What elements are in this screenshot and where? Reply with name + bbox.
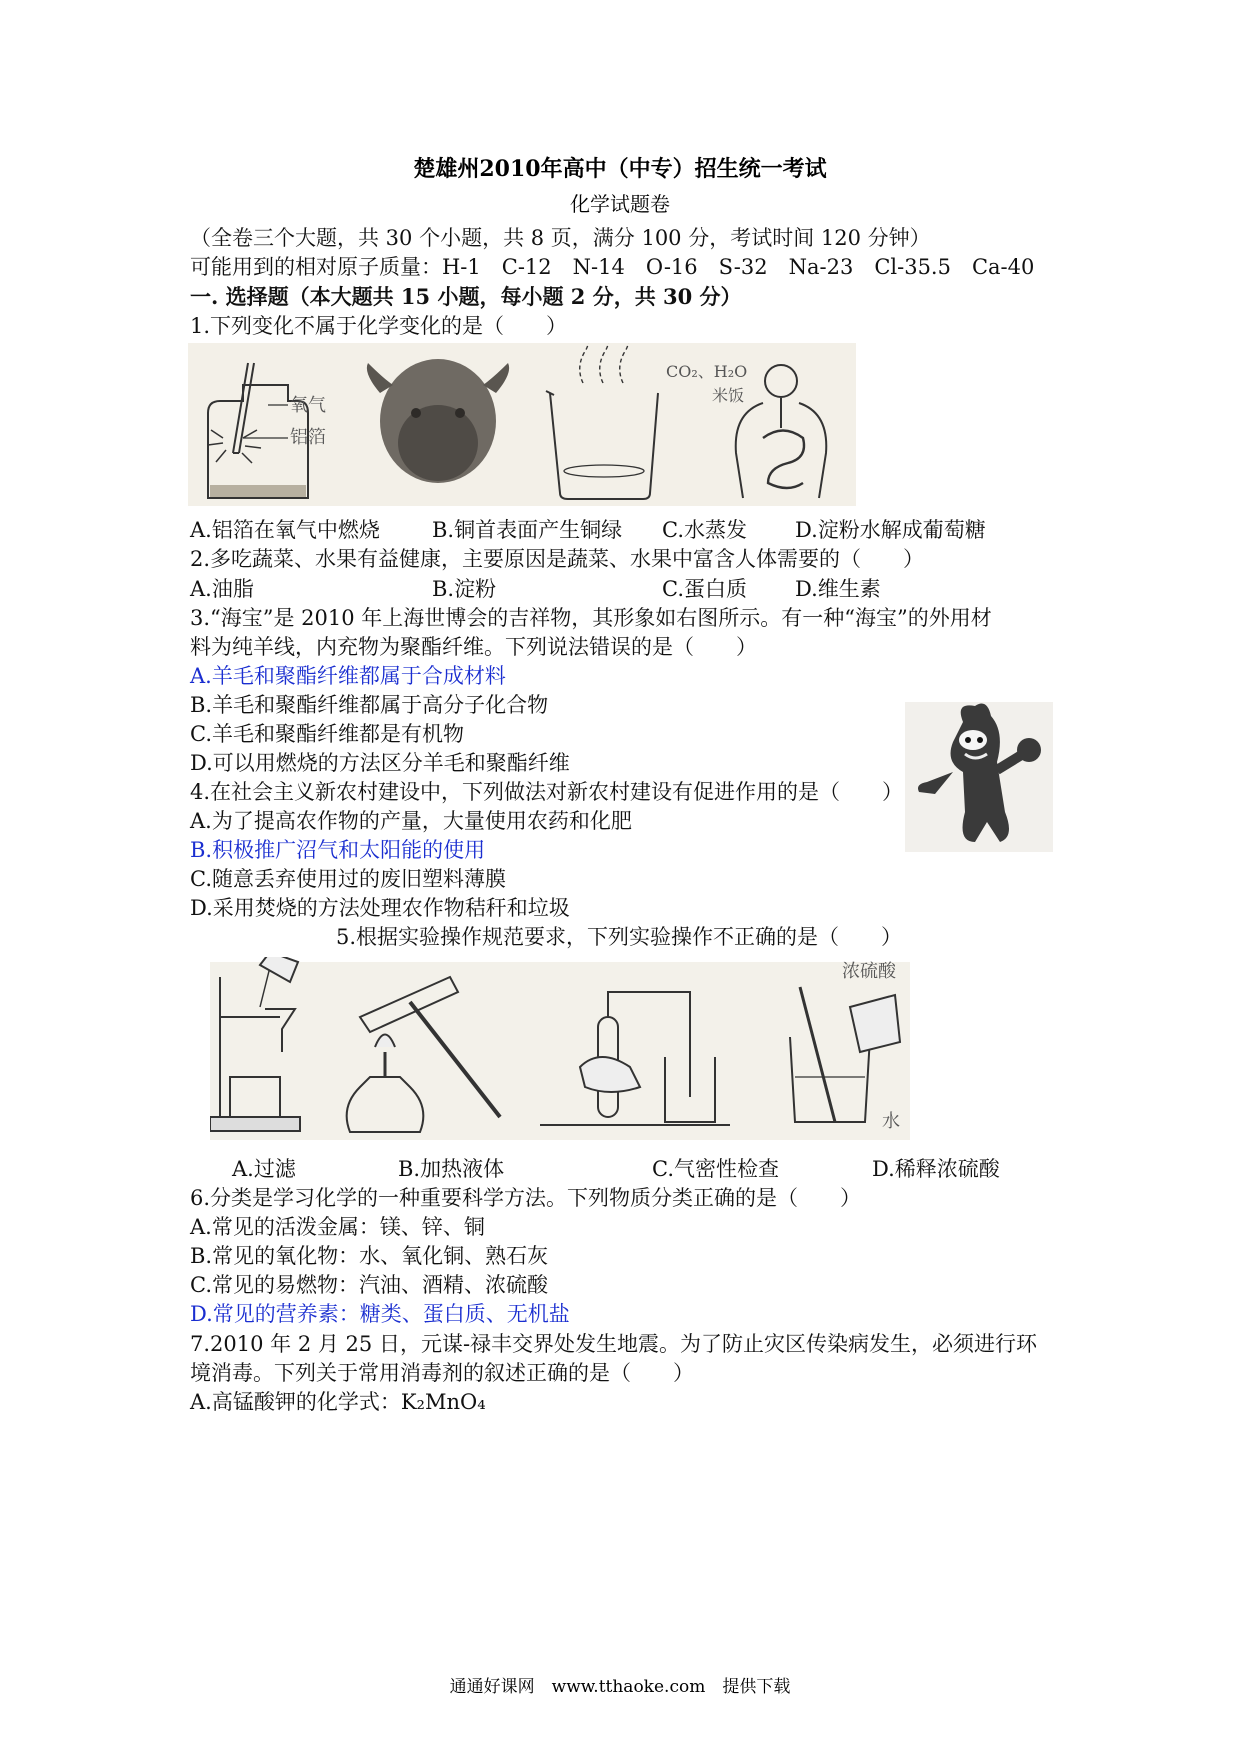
question-1-option-d: D.淀粉水解成葡萄糖: [795, 518, 986, 542]
section-heading: 一. 选择题（本大题共 15 小题，每小题 2 分，共 30 分）: [190, 284, 742, 309]
question-5-option-d: D.稀释浓硫酸: [872, 1157, 1000, 1181]
question-6-option-b: B.常见的氧化物：水、氧化铜、熟石灰: [190, 1244, 549, 1268]
question-5-option-b: B.加热液体: [398, 1157, 505, 1181]
question-2-option-d: D.维生素: [795, 577, 881, 601]
atomic-masses: 可能用到的相对原子质量：H-1 C-12 N-14 O-16 S-32 Na-23 Cl-35.5 Ca-40: [190, 255, 1035, 279]
question-3-option-a: A.羊毛和聚酯纤维都属于合成材料: [190, 664, 506, 688]
question-4-option-a: A.为了提高农作物的产量，大量使用农药和化肥: [190, 809, 632, 833]
question-7-option-a: A.高锰酸钾的化学式：K₂MnO₄: [190, 1390, 486, 1414]
rice-label: 米饭: [712, 386, 745, 405]
question-3-option-d: D.可以用燃烧的方法区分羊毛和聚酯纤维: [190, 751, 570, 775]
question-1-option-c: C.水蒸发: [662, 518, 747, 542]
question-6-option-a: A.常见的活泼金属：镁、锌、铜: [190, 1215, 485, 1239]
question-3-option-c: C.羊毛和聚酯纤维都是有机物: [190, 722, 464, 746]
question-2-option-c: C.蛋白质: [662, 577, 747, 601]
oxygen-label: 氧气: [290, 395, 326, 416]
question-7-stem-line-2: 境消毒。下列关于常用消毒剂的叙述正确的是（ ）: [190, 1361, 694, 1385]
question-6-option-d: D.常见的营养素：糖类、蛋白质、无机盐: [190, 1302, 570, 1326]
question-5-figure: [210, 957, 910, 1140]
question-5-option-a: A.过滤: [232, 1157, 296, 1181]
question-2-stem: 2.多吃蔬菜、水果有益健康，主要原因是蔬菜、水果中富含人体需要的（ ）: [190, 547, 925, 571]
acid-label: 浓硫酸: [842, 961, 896, 982]
question-4-option-d: D.采用焚烧的方法处理农作物秸秆和垃圾: [190, 896, 570, 920]
question-7-stem-line-1: 7.2010 年 2 月 25 日，元谋-禄丰交界处发生地震。为了防止灾区传染病发生，必须进行环: [190, 1332, 1038, 1356]
co2-h2o-label: CO₂、H₂O: [666, 362, 748, 381]
question-1-figure: [188, 343, 856, 506]
exam-title: 楚雄州2010年高中（中专）招生统一考试: [413, 156, 827, 182]
question-1-option-a: A.铝箔在氧气中燃烧: [190, 518, 380, 542]
question-6-stem: 6.分类是学习化学的一种重要科学方法。下列物质分类正确的是（ ）: [190, 1186, 862, 1210]
foil-label: 铝箔: [290, 427, 326, 448]
question-3-option-b: B.羊毛和聚酯纤维都属于高分子化合物: [190, 693, 549, 717]
question-2-option-b: B.淀粉: [432, 577, 497, 601]
water-label: 水: [882, 1111, 900, 1132]
page-footer: 通通好课网 www.tthaoke.com 提供下载: [449, 1677, 791, 1697]
haibao-mascot-image: [905, 702, 1053, 852]
question-4-option-c: C.随意丢弃使用过的废旧塑料薄膜: [190, 867, 506, 891]
question-3-stem-line-2: 料为纯羊线，内充物为聚酯纤维。下列说法错误的是（ ）: [190, 635, 757, 659]
question-4-option-b: B.积极推广沼气和太阳能的使用: [190, 838, 486, 862]
exam-subtitle: 化学试题卷: [570, 192, 670, 216]
question-3-stem-line-1: 3.“海宝”是 2010 年上海世博会的吉祥物，其形象如右图所示。有一种“海宝”的外用材: [190, 606, 992, 630]
question-1-option-b: B.铜首表面产生铜绿: [432, 518, 623, 542]
question-5-stem: 5.根据实验操作规范要求，下列实验操作不正确的是（ ）: [336, 925, 903, 949]
question-4-stem: 4.在社会主义新农村建设中，下列做法对新农村建设有促进作用的是（ ）: [190, 780, 904, 804]
question-2-option-a: A.油脂: [190, 577, 254, 601]
exam-note: （全卷三个大题，共 30 个小题，共 8 页，满分 100 分，考试时间 120 分钟）: [190, 226, 931, 250]
question-1-stem: 1.下列变化不属于化学变化的是（ ）: [190, 314, 568, 338]
question-6-option-c: C.常见的易燃物：汽油、酒精、浓硫酸: [190, 1273, 548, 1297]
question-5-option-c: C.气密性检查: [652, 1157, 779, 1181]
